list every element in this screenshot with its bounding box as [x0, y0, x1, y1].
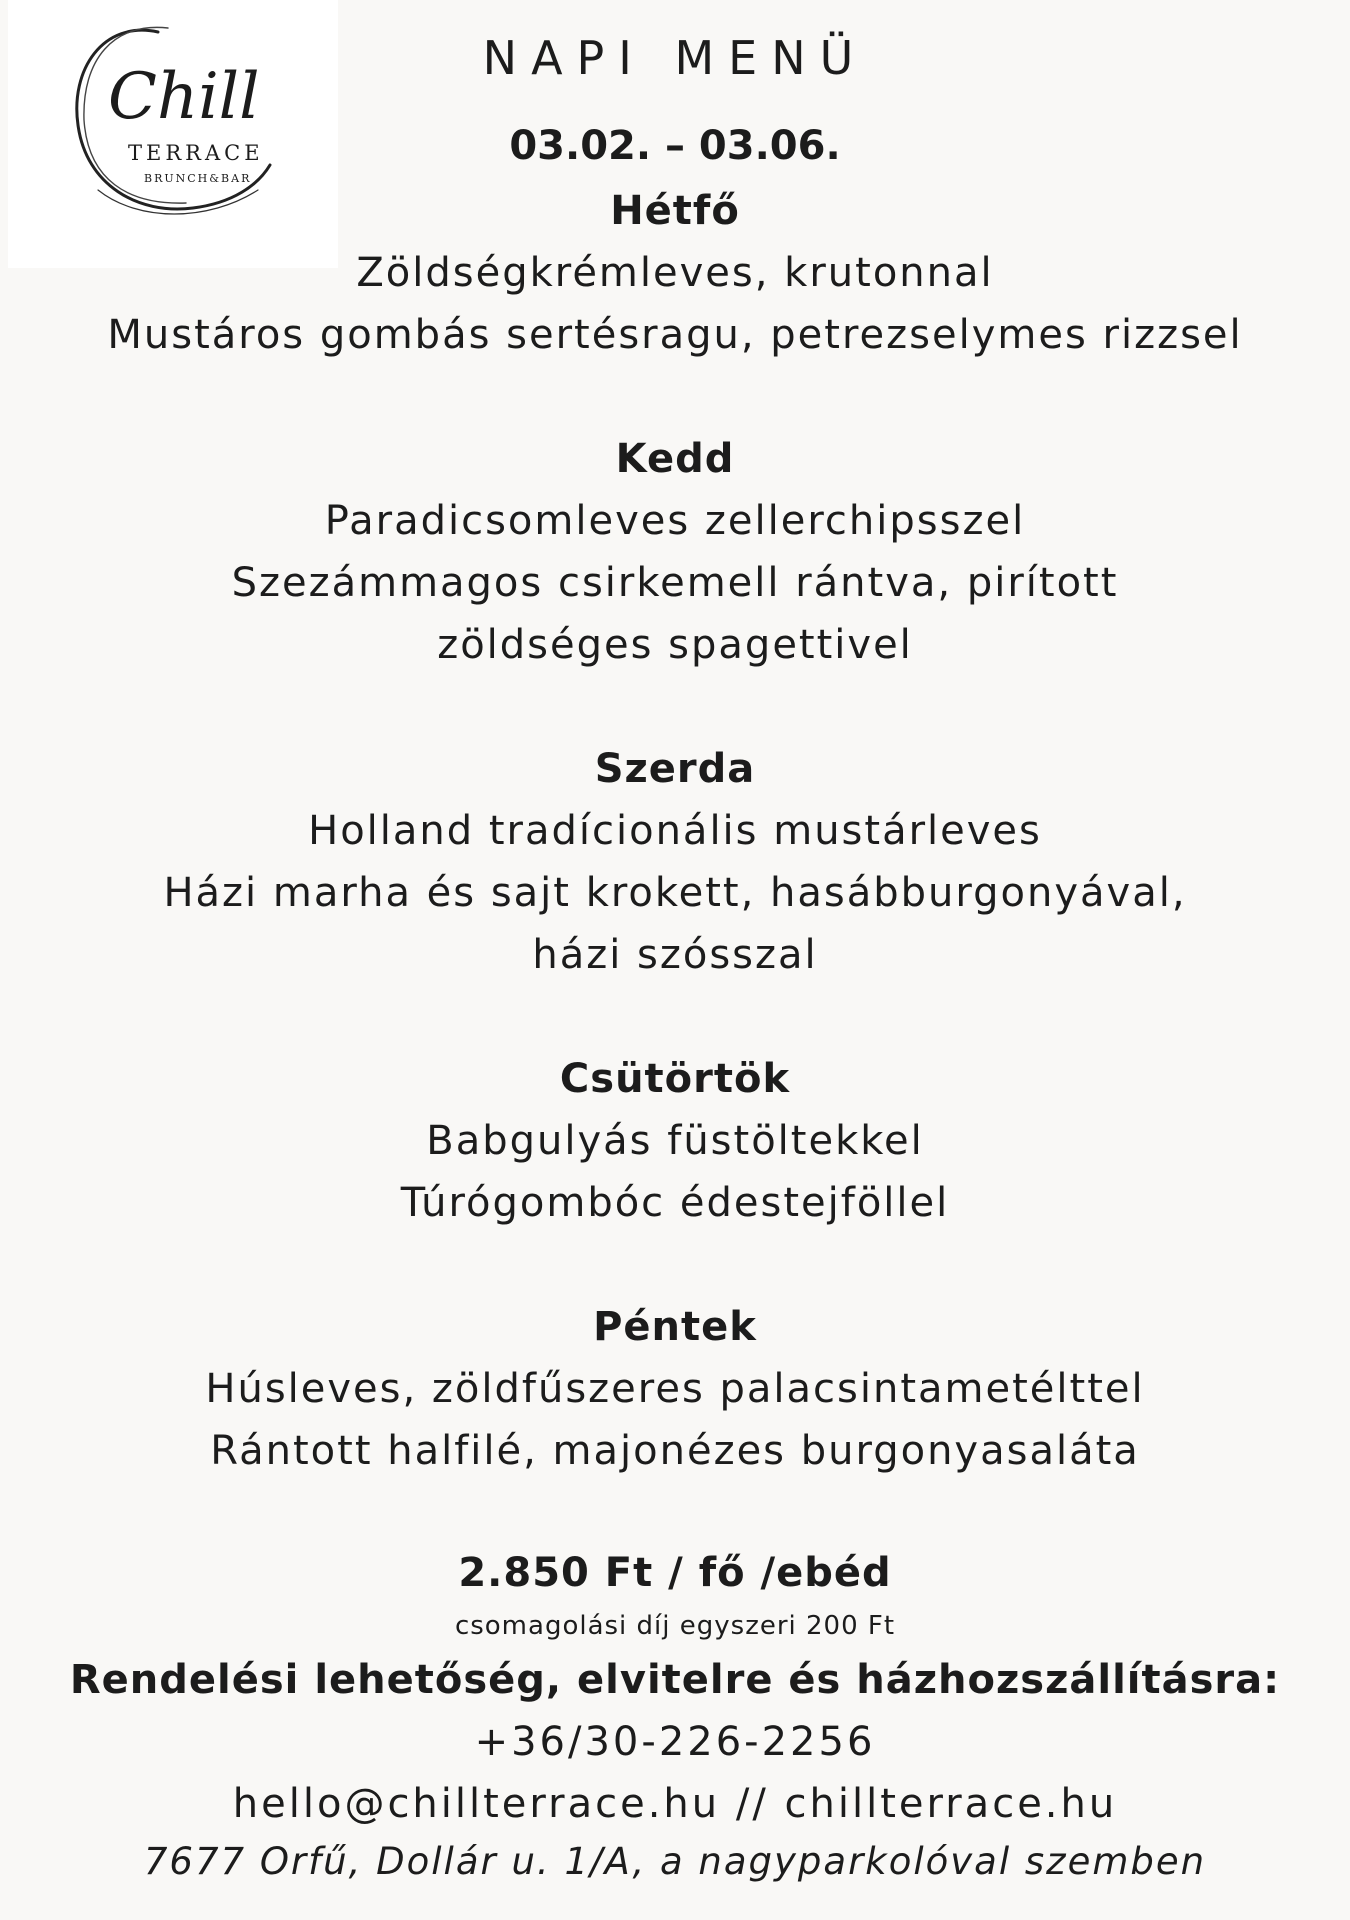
- main-course-item: Szezámmagos csirkemell rántva, pirított zöldséges spagettivel: [231, 560, 1119, 668]
- soup-item: Paradicsomleves zellerchipsszel: [324, 498, 1026, 544]
- soup-item: Holland tradícionális mustárleves: [308, 808, 1042, 854]
- page-title: NAPI MENÜ: [482, 31, 868, 85]
- day-name: Hétfő: [610, 188, 740, 234]
- weekly-menu: [0, 180, 1350, 1544]
- main-course-item: Rántott halfilé, majonézes burgonyasaláta: [210, 1428, 1140, 1474]
- soup-item: Zöldségkrémleves, krutonnal: [356, 250, 994, 296]
- day-name: Kedd: [615, 436, 735, 482]
- contact-email-website: hello@chillterrace.hu // chillterrace.hu: [232, 1781, 1118, 1827]
- soup-item: Húsleves, zöldfűszeres palacsintametélttel: [205, 1366, 1145, 1412]
- day-thursday: [0, 1048, 1350, 1234]
- day-monday: [0, 180, 1350, 366]
- packaging-fee: csomagolási díj egyszeri 200 Ft: [454, 1611, 896, 1641]
- order-info: Rendelési lehetőség, elvitelre és házhozszállításra:: [69, 1657, 1281, 1703]
- day-friday: [0, 1296, 1350, 1482]
- day-name: Szerda: [594, 746, 756, 792]
- day-wednesday: [0, 738, 1350, 986]
- address: 7677 Orfű, Dollár u. 1/A, a nagyparkolóval szemben: [143, 1840, 1207, 1883]
- date-range: 03.02. – 03.06.: [509, 123, 841, 169]
- day-tuesday: [0, 428, 1350, 676]
- soup-item: Babgulyás füstöltekkel: [426, 1118, 924, 1164]
- main-course-item: Házi marha és sajt krokett, hasábburgonyával, házi szósszal: [163, 870, 1187, 978]
- day-name: Péntek: [593, 1304, 757, 1350]
- main-course-item: Mustáros gombás sertésragu, petrezselymes rizzsel: [107, 312, 1243, 358]
- price-per-person: 2.850 Ft / fő /ebéd: [458, 1550, 892, 1596]
- main-course-item: Túrógombóc édestejföllel: [400, 1180, 950, 1226]
- phone-number: +36/30-226-2256: [474, 1719, 876, 1765]
- logo-name-text: TERRACE: [128, 141, 264, 165]
- logo-tagline-text: BRUNCH&BAR: [144, 172, 252, 185]
- day-name: Csütörtök: [559, 1056, 791, 1102]
- logo-script-text: Chill: [108, 60, 260, 134]
